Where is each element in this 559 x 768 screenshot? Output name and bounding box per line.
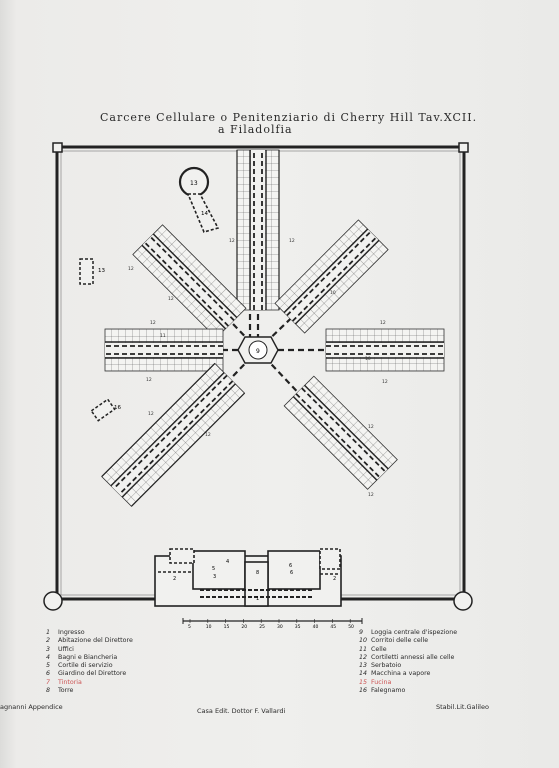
svg-text:12: 12	[380, 321, 386, 326]
legend-text: Bagni e Biancheria	[58, 653, 118, 661]
legend-text: Falegnamo	[371, 687, 406, 695]
plate-subtitle: a Filadolfia	[218, 123, 293, 136]
svg-text:12: 12	[229, 239, 235, 244]
legend-text: Cortile di servizio	[58, 662, 113, 670]
footer-lithographer: Stabil.Lit.Galileo	[436, 703, 489, 711]
legend-item	[359, 687, 457, 695]
legend-number: 9	[359, 629, 364, 636]
svg-text:8: 8	[256, 570, 260, 576]
legend-text: Celle	[371, 645, 387, 653]
legend-item	[46, 670, 133, 678]
legend-item	[359, 629, 457, 637]
label-tower: 13	[190, 180, 198, 187]
scale-label: 45	[330, 625, 337, 630]
legend-text: Fucina	[371, 678, 392, 686]
svg-text:12: 12	[168, 297, 174, 302]
legend-number: 1	[46, 629, 51, 636]
scale-label: 40	[312, 625, 319, 630]
label-workshop: 16	[114, 405, 121, 411]
svg-text:12: 12	[146, 378, 152, 383]
legend-text: Cortiletti annessi alle celle	[371, 653, 455, 661]
legend-text: Tintoria	[58, 678, 82, 686]
legend-number: 7	[46, 678, 51, 686]
svg-text:3: 3	[213, 574, 217, 580]
legend-item	[46, 646, 133, 654]
legend-item	[359, 646, 457, 654]
legend-item	[46, 687, 133, 695]
workshop	[91, 399, 114, 420]
label-engine: 14	[201, 211, 208, 217]
scale-label: 30	[277, 625, 283, 630]
wing-southeast	[284, 376, 397, 489]
legend-number: 14	[359, 670, 368, 678]
wing-north	[237, 150, 279, 310]
legend-item	[46, 654, 133, 662]
svg-text:5: 5	[212, 566, 216, 572]
legend-number: 5	[46, 662, 51, 670]
legend-number: 13	[359, 662, 368, 670]
wing-east	[326, 329, 444, 371]
scale-label: 15	[223, 625, 230, 630]
svg-text:2: 2	[333, 576, 337, 582]
legend-text: Serbatoio	[371, 662, 402, 670]
svg-text:12: 12	[205, 433, 211, 438]
scale-label: 25	[259, 625, 265, 630]
svg-text:12: 12	[289, 239, 295, 244]
scale-label: 35	[294, 625, 301, 630]
scale-bar	[183, 618, 362, 624]
svg-text:12: 12	[128, 267, 134, 272]
legend-text: Corritoi delle celle	[371, 637, 429, 645]
wing-northeast	[275, 220, 388, 333]
legend-text: Loggia centrale d'ispezione	[371, 629, 458, 636]
legend-item	[359, 637, 457, 645]
scale-label: 5	[188, 625, 191, 630]
legend-item	[359, 662, 457, 670]
legend-right	[359, 629, 457, 695]
legend-number: 11	[359, 645, 368, 653]
legend-number: 10	[359, 637, 368, 645]
legend-number: 12	[359, 653, 368, 661]
legend-text: Ingresso	[58, 629, 85, 636]
legend-text: Uffici	[58, 645, 74, 653]
legend-left	[46, 629, 133, 695]
legend-number: 4	[46, 653, 51, 661]
legend-item	[359, 670, 457, 678]
footer-appendix: agnanni Appendice	[0, 703, 63, 711]
legend-item	[46, 629, 133, 637]
legend-text: Torre	[58, 687, 74, 695]
svg-text:11: 11	[160, 334, 166, 339]
svg-text:1: 1	[256, 596, 260, 602]
legend-number: 3	[46, 645, 51, 653]
reservoir	[80, 259, 93, 284]
svg-text:6: 6	[290, 570, 294, 576]
svg-text:12: 12	[150, 321, 156, 326]
legend-number: 16	[359, 687, 368, 695]
legend-item	[46, 679, 133, 687]
legend-item	[359, 654, 457, 662]
legend-number: 2	[46, 637, 51, 645]
svg-text:10: 10	[365, 357, 371, 362]
footer-publisher: Casa Edit. Dottor F. Vallardi	[197, 707, 286, 715]
svg-text:2: 2	[173, 576, 177, 582]
svg-text:12: 12	[382, 380, 388, 385]
legend-number: 8	[46, 687, 51, 695]
legend-item	[359, 679, 457, 687]
svg-text:12: 12	[148, 412, 154, 417]
legend-text: Macchina a vapore	[371, 670, 431, 678]
svg-text:4: 4	[226, 559, 230, 565]
scale-label: 20	[241, 625, 248, 630]
water-tower	[180, 168, 218, 232]
legend-text: Giardino del Direttore	[58, 670, 127, 678]
legend-number: 6	[46, 670, 51, 678]
wing-southwest	[102, 363, 245, 506]
legend-item	[46, 662, 133, 670]
label-center: 9	[256, 348, 260, 355]
front-administration-building	[155, 549, 341, 606]
plate-title: Carcere Cellulare o Penitenziario di Cherry Hill Tav.XCII.	[100, 111, 478, 124]
scale-label: 10	[205, 625, 212, 630]
svg-text:12: 12	[368, 425, 374, 430]
label-reservoir: 13	[98, 268, 105, 274]
svg-text:12: 12	[368, 493, 374, 498]
scale-label: 50	[348, 625, 354, 630]
svg-text:6: 6	[289, 563, 293, 569]
legend-item	[46, 637, 133, 645]
legend-number: 15	[359, 678, 368, 686]
svg-text:10: 10	[330, 291, 336, 296]
legend-text: Abitazione del Direttore	[58, 637, 133, 645]
